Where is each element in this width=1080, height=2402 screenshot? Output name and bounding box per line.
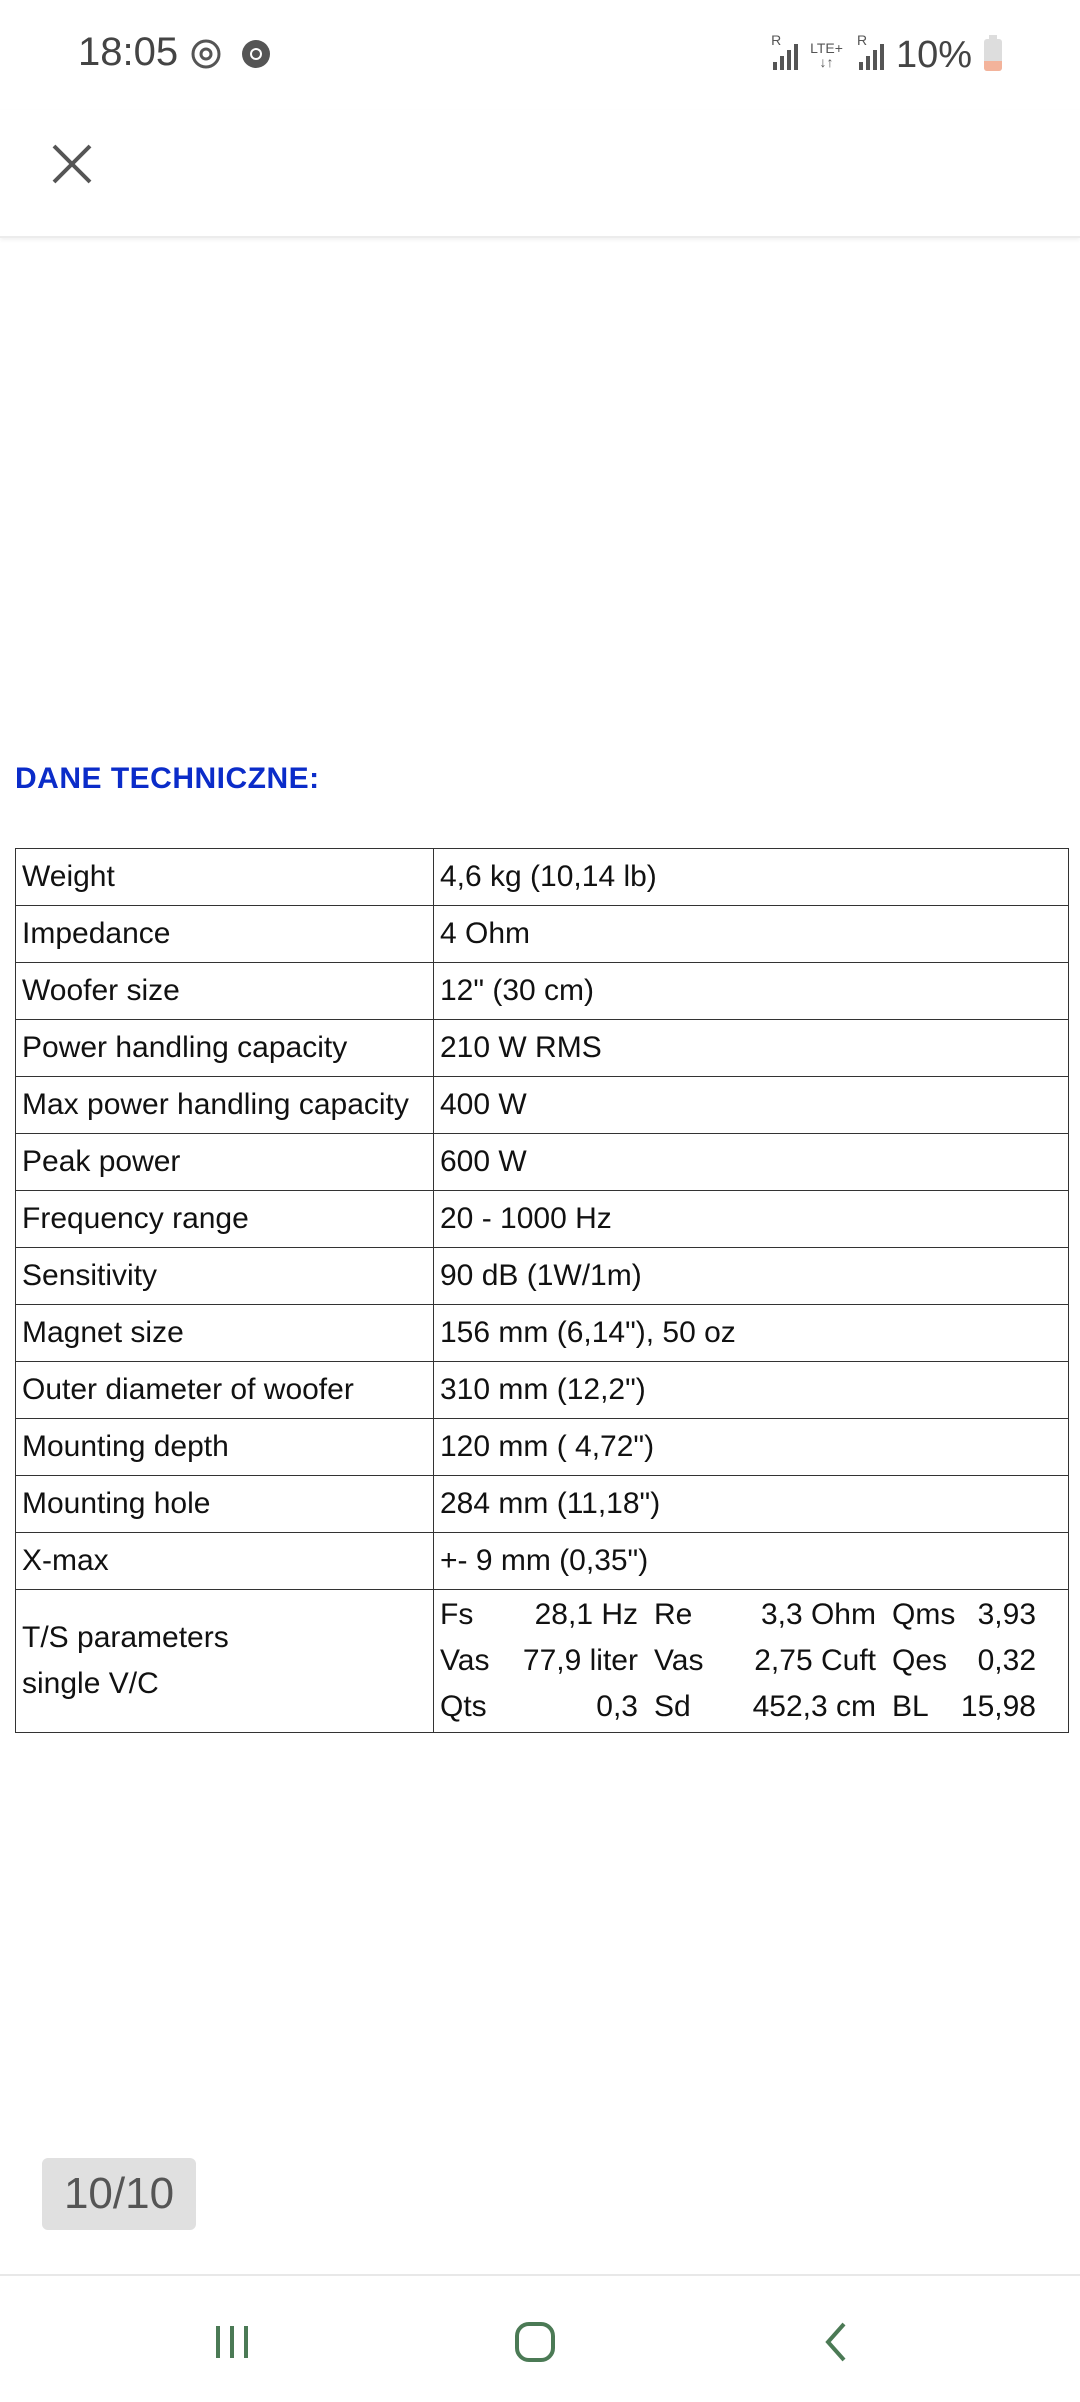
signal-icon-2: R — [859, 40, 884, 70]
ts-param-value: 28,1 Hz — [534, 1598, 638, 1631]
spec-value: 156 mm (6,14"), 50 oz — [434, 1305, 1069, 1362]
ts-param-value: 3,3 Ohm — [760, 1598, 876, 1631]
spec-label: Magnet size — [16, 1305, 434, 1362]
ts-param-key: Qes — [892, 1644, 948, 1677]
spec-label: Sensitivity — [16, 1248, 434, 1305]
spec-label: Impedance — [16, 906, 434, 963]
spec-value: 90 dB (1W/1m) — [434, 1248, 1069, 1305]
spec-label — [16, 1590, 434, 1733]
network-type-label: LTE+ ↓↑ — [810, 40, 843, 70]
ts-param — [440, 1592, 654, 1638]
spec-label: Max power handling capacity — [16, 1077, 434, 1134]
spec-value: 600 W — [434, 1134, 1069, 1191]
table-row — [16, 1191, 1069, 1248]
table-row — [16, 1134, 1069, 1191]
back-icon[interactable] — [808, 2312, 868, 2372]
spec-value: 20 - 1000 Hz — [434, 1191, 1069, 1248]
recent-apps-icon[interactable] — [202, 2312, 262, 2372]
ts-label-line: single V/C — [22, 1667, 159, 1700]
table-row — [16, 1476, 1069, 1533]
home-icon[interactable] — [505, 2312, 565, 2372]
table-row — [16, 1020, 1069, 1077]
sync-icon — [190, 38, 222, 70]
spec-value: 4,6 kg (10,14 lb) — [434, 849, 1069, 906]
spec-value: 210 W RMS — [434, 1020, 1069, 1077]
spec-value — [434, 1590, 1069, 1733]
ts-param-value: 0,3 — [596, 1690, 638, 1723]
ts-param — [654, 1684, 892, 1730]
spec-label: Mounting hole — [16, 1476, 434, 1533]
ts-param — [654, 1638, 892, 1684]
ts-param-key: Qts — [440, 1690, 487, 1723]
status-right — [773, 30, 1002, 80]
status-bar — [0, 0, 1080, 110]
ts-param-key: Fs — [440, 1598, 474, 1631]
ts-param — [892, 1684, 1052, 1730]
navigation-bar — [0, 2274, 1080, 2402]
table-row — [16, 1419, 1069, 1476]
spec-value: 12" (30 cm) — [434, 963, 1069, 1020]
ts-param — [654, 1592, 892, 1638]
table-row — [16, 1362, 1069, 1419]
ts-param — [892, 1638, 1052, 1684]
ts-param-value: 0,32 — [977, 1644, 1036, 1677]
ts-label-line: T/S parameters — [22, 1621, 229, 1654]
ts-param-key: BL — [892, 1690, 929, 1723]
battery-percent: 10% — [895, 33, 972, 76]
close-icon[interactable] — [46, 138, 98, 190]
ts-param-value: 77,9 liter — [522, 1644, 638, 1677]
viewer-top-bar — [0, 110, 1080, 238]
page-indicator: 10/10 — [42, 2158, 196, 2230]
ts-param — [440, 1684, 654, 1730]
ts-param — [892, 1592, 1052, 1638]
spec-label: Weight — [16, 849, 434, 906]
table-row-ts-parameters — [16, 1590, 1069, 1733]
spec-value: 310 mm (12,2") — [434, 1362, 1069, 1419]
ts-param-key: Re — [654, 1598, 693, 1631]
page-title: DANE TECHNICZNE: — [15, 762, 320, 795]
ts-param — [440, 1638, 654, 1684]
ts-param-key: Qms — [892, 1598, 956, 1631]
battery-icon — [984, 39, 1002, 71]
spec-label: Mounting depth — [16, 1419, 434, 1476]
specs-table — [15, 848, 1069, 1733]
spec-value: 400 W — [434, 1077, 1069, 1134]
spec-value: 284 mm (11,18") — [434, 1476, 1069, 1533]
ts-param-value: 452,3 cm — [752, 1690, 876, 1723]
table-row — [16, 849, 1069, 906]
spec-label: Woofer size — [16, 963, 434, 1020]
spec-value: 120 mm ( 4,72") — [434, 1419, 1069, 1476]
table-row — [16, 1533, 1069, 1590]
table-row — [16, 963, 1069, 1020]
table-row — [16, 906, 1069, 963]
spec-label: Frequency range — [16, 1191, 434, 1248]
table-row — [16, 1077, 1069, 1134]
ts-param-key: Vas — [654, 1644, 704, 1677]
ts-param-value: 3,93 — [977, 1598, 1036, 1631]
ts-param-key: Sd — [654, 1690, 691, 1723]
ts-param-value: 2,75 Cuft — [754, 1644, 876, 1677]
signal-icon: R — [773, 40, 798, 70]
spec-value: +- 9 mm (0,35") — [434, 1533, 1069, 1590]
table-row — [16, 1248, 1069, 1305]
spec-label: Power handling capacity — [16, 1020, 434, 1077]
spec-label: X-max — [16, 1533, 434, 1590]
spec-label: Outer diameter of woofer — [16, 1362, 434, 1419]
table-row — [16, 1305, 1069, 1362]
ts-param-key: Vas — [440, 1644, 490, 1677]
ts-param-value: 15,98 — [960, 1690, 1036, 1723]
chrome-icon — [240, 38, 272, 70]
spec-label: Peak power — [16, 1134, 434, 1191]
status-time: 18:05 — [78, 30, 179, 74]
spec-value: 4 Ohm — [434, 906, 1069, 963]
